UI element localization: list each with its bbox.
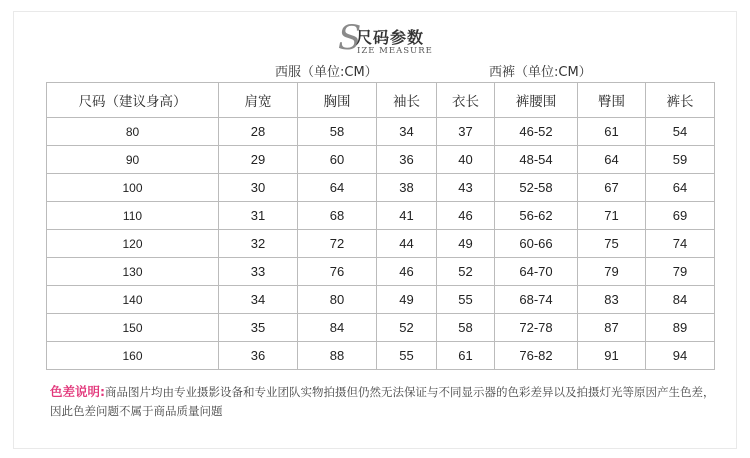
table-cell: 31 — [219, 202, 298, 230]
table-cell: 83 — [578, 286, 646, 314]
table-cell: 37 — [437, 118, 495, 146]
table-cell: 58 — [437, 314, 495, 342]
color-note-text: 商品图片均由专业摄影设备和专业团队实物拍摄但仍然无法保证与不同显示器的色彩差异以及拍摄灯光等原因产生色差，因此色差问题不属于商品质量问题 — [50, 385, 715, 418]
table-cell: 34 — [219, 286, 298, 314]
table-cell: 72-78 — [495, 314, 578, 342]
header-pants-length: 裤长 — [646, 83, 715, 118]
table-cell: 55 — [437, 286, 495, 314]
table-cell: 35 — [219, 314, 298, 342]
table-row — [47, 258, 715, 286]
table-row — [47, 230, 715, 258]
table-row — [47, 342, 715, 370]
unit-label-bottom: 西裤（单位:CM） — [489, 65, 592, 80]
table-cell: 87 — [578, 314, 646, 342]
color-note-label: 色差说明: — [50, 384, 105, 399]
table-cell: 80 — [298, 286, 377, 314]
table-cell: 68-74 — [495, 286, 578, 314]
table-cell: 32 — [219, 230, 298, 258]
table-cell: 46 — [437, 202, 495, 230]
table-cell: 69 — [646, 202, 715, 230]
table-cell: 33 — [219, 258, 298, 286]
table-cell: 71 — [578, 202, 646, 230]
table-cell: 61 — [578, 118, 646, 146]
title-initial: S — [338, 18, 362, 58]
table-cell: 48-54 — [495, 146, 578, 174]
color-note — [50, 382, 720, 421]
table-cell: 52-58 — [495, 174, 578, 202]
table-row — [47, 146, 715, 174]
header-waist: 裤腰围 — [495, 83, 578, 118]
table-cell: 91 — [578, 342, 646, 370]
table-cell: 54 — [646, 118, 715, 146]
header-length: 衣长 — [437, 83, 495, 118]
table-cell: 76-82 — [495, 342, 578, 370]
table-cell: 68 — [298, 202, 377, 230]
table-cell: 67 — [578, 174, 646, 202]
table-cell: 46-52 — [495, 118, 578, 146]
table-row — [47, 202, 715, 230]
table-cell: 150 — [47, 314, 219, 342]
header-chest: 胸围 — [298, 83, 377, 118]
table-cell: 88 — [298, 342, 377, 370]
table-cell: 120 — [47, 230, 219, 258]
table-cell: 30 — [219, 174, 298, 202]
table-cell: 38 — [377, 174, 437, 202]
size-measure-title — [338, 18, 448, 58]
table-cell: 44 — [377, 230, 437, 258]
table-cell: 89 — [646, 314, 715, 342]
table-header-row — [47, 83, 715, 118]
header-sleeve: 袖长 — [377, 83, 437, 118]
table-cell: 28 — [219, 118, 298, 146]
table-cell: 160 — [47, 342, 219, 370]
table-row — [47, 118, 715, 146]
table-cell: 76 — [298, 258, 377, 286]
table-cell: 74 — [646, 230, 715, 258]
table-cell: 72 — [298, 230, 377, 258]
table-cell: 84 — [646, 286, 715, 314]
table-cell: 84 — [298, 314, 377, 342]
table-cell: 64 — [578, 146, 646, 174]
table-cell: 59 — [646, 146, 715, 174]
table-row — [47, 286, 715, 314]
table-cell: 43 — [437, 174, 495, 202]
table-cell: 94 — [646, 342, 715, 370]
table-cell: 52 — [377, 314, 437, 342]
table-cell: 64 — [646, 174, 715, 202]
table-cell: 36 — [219, 342, 298, 370]
title-en: IZE MEASURE — [357, 46, 433, 56]
table-cell: 41 — [377, 202, 437, 230]
table-cell: 55 — [377, 342, 437, 370]
table-cell: 60-66 — [495, 230, 578, 258]
table-cell: 140 — [47, 286, 219, 314]
table-cell: 34 — [377, 118, 437, 146]
table-cell: 46 — [377, 258, 437, 286]
table-cell: 56-62 — [495, 202, 578, 230]
table-cell: 75 — [578, 230, 646, 258]
table-cell: 79 — [578, 258, 646, 286]
table-cell: 64-70 — [495, 258, 578, 286]
table-cell: 61 — [437, 342, 495, 370]
size-table — [46, 82, 715, 370]
table-cell: 29 — [219, 146, 298, 174]
table-cell: 100 — [47, 174, 219, 202]
unit-label-top: 西服（单位:CM） — [275, 65, 378, 80]
table-row — [47, 174, 715, 202]
table-cell: 80 — [47, 118, 219, 146]
table-cell: 49 — [437, 230, 495, 258]
table-cell: 36 — [377, 146, 437, 174]
title-cn: 尺码参数 — [356, 28, 425, 47]
table-cell: 60 — [298, 146, 377, 174]
table-cell: 52 — [437, 258, 495, 286]
table-cell: 64 — [298, 174, 377, 202]
table-cell: 40 — [437, 146, 495, 174]
table-cell: 130 — [47, 258, 219, 286]
table-cell: 79 — [646, 258, 715, 286]
table-cell: 49 — [377, 286, 437, 314]
header-size: 尺码（建议身高） — [47, 83, 219, 118]
header-hip: 臀围 — [578, 83, 646, 118]
header-shoulder: 肩宽 — [219, 83, 298, 118]
table-cell: 110 — [47, 202, 219, 230]
table-cell: 58 — [298, 118, 377, 146]
table-row — [47, 314, 715, 342]
table-cell: 90 — [47, 146, 219, 174]
